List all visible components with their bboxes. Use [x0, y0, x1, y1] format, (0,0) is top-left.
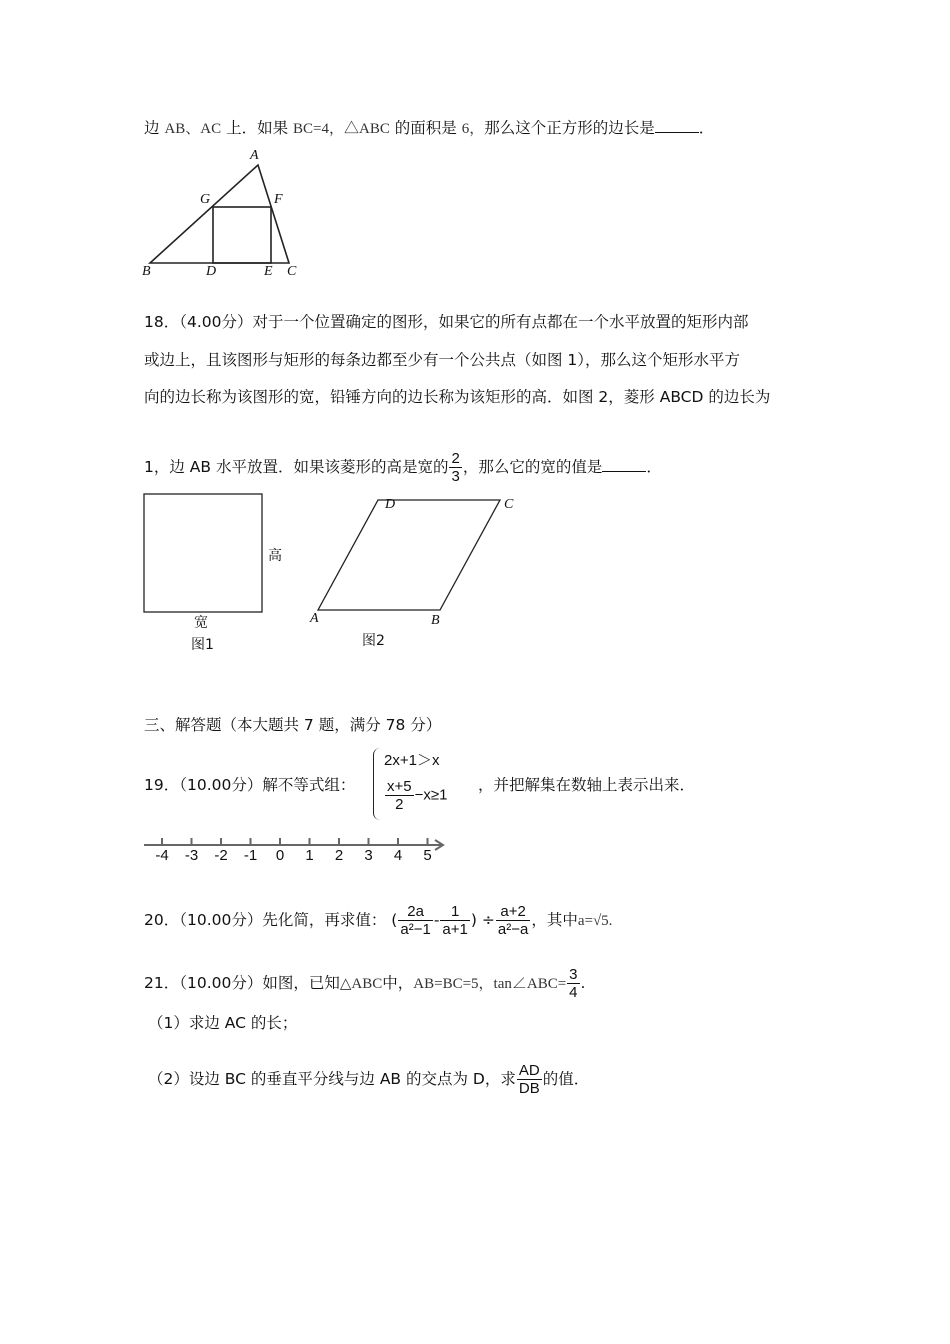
axis-tick-label: 1 [305, 847, 314, 864]
q18-line3: 向的边长称为该图形的宽，铅锤方向的边长称为该矩形的高．如图 2，菱形 ABCD 的边长为 [144, 388, 771, 406]
label-a: A [250, 148, 259, 163]
axis-tick-label: -1 [243, 847, 258, 864]
q18-line4: 1，边 AB 水平放置．如果该菱形的高是宽的 $\frac{2}{3}$ ，那么它的宽的值是 ． [144, 450, 662, 485]
figure2-caption: 图2 [362, 633, 385, 649]
label-c: C [287, 264, 297, 279]
section-heading: 三、解答题（本大题共 7 题，满分 78 分） [144, 716, 442, 734]
rhombus-abcd [318, 500, 500, 610]
q21-part1: （1）求边 AC 的长； [148, 1014, 298, 1032]
axis-tick-label: 3 [364, 847, 373, 864]
triangle-abc [150, 165, 289, 263]
figure1-caption: 图1 [191, 637, 214, 653]
answer-blank [602, 457, 646, 472]
q20-line: 20．（10.00分）先化简，再求值： ( $\frac{2a}{\text{a²−1}}$ - $\frac{1}{a+1}$ ) ÷ $\frac{a+2}{\text{a²−a}}$ ，其中a=√5. [144, 903, 613, 938]
axis-tick-label: 0 [275, 847, 285, 864]
height-label: 高 [268, 548, 282, 564]
q18-line1: 18．（4.00分）对于一个位置确定的图形，如果它的所有点都在一个水平放置的矩形内部 [144, 313, 749, 331]
q21-part2: （2）设边 BC 的垂直平分线与边 AB 的交点为 D，求 $\frac{AD}{DB}$ 的值． [148, 1062, 590, 1097]
width-label: 宽 [194, 615, 208, 631]
axis-tick-label: 4 [393, 847, 403, 864]
label-d: D [206, 264, 217, 279]
system-brace [373, 748, 380, 820]
axis-tick-label: -2 [214, 847, 228, 864]
label-e: E [264, 264, 273, 279]
rhombus-label-c: C [504, 497, 514, 512]
q21-line: 21．（10.00分）如图，已知△ABC中，AB=BC=5，tan∠ABC= $\frac{3}{4}$ . [144, 966, 586, 1001]
q17-line: 边 AB、AC 上．如果 BC=4，△ABC 的面积是 6，那么这个正方形的边长是 ． [144, 119, 715, 137]
inequality-2: $\frac{x+5}{2}$ −x≥1 [387, 778, 448, 813]
rhombus-label-d: D [385, 497, 396, 512]
q18-line2: 或边上，且该图形与矩形的每条边都至少有一个公共点（如图 1），那么这个矩形水平方 [144, 351, 741, 369]
label-b: B [142, 264, 151, 279]
label-f: F [274, 192, 283, 207]
q19-prefix: 19．（10.00分）解不等式组： [144, 776, 356, 794]
label-g: G [200, 192, 211, 207]
rhombus-label-a: A [310, 611, 319, 626]
axis-tick-label: 5 [423, 847, 432, 864]
fraction-2-3: $\frac{2}{3}$ [451, 450, 460, 485]
square-defg [213, 207, 271, 263]
figure1-rect [144, 494, 262, 612]
axis-tick-label: -3 [184, 847, 199, 864]
axis-tick-label: 2 [334, 847, 344, 864]
axis-tick-label: -4 [155, 847, 169, 864]
rhombus-label-b: B [431, 613, 440, 628]
answer-blank [655, 118, 699, 133]
q19-suffix: ，并把解集在数轴上表示出来． [478, 776, 696, 794]
triangle-figure [150, 165, 289, 263]
inequality-1: 2x+1＞x [384, 752, 440, 769]
